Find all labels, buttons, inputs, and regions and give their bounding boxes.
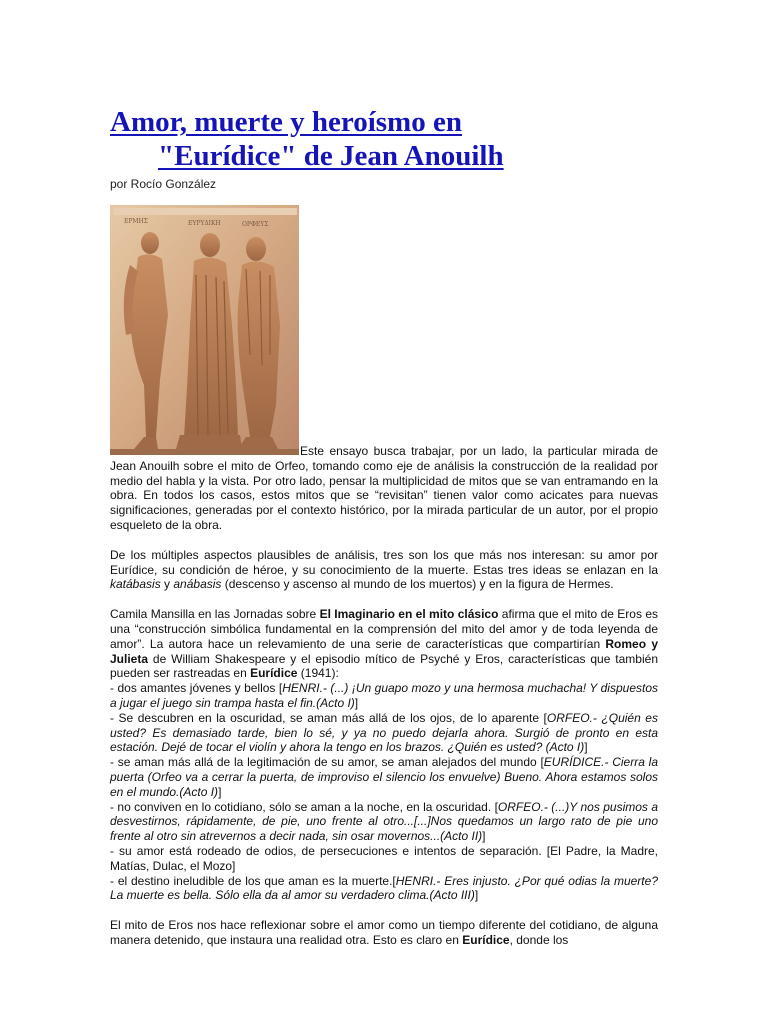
list-item: - su amor está rodeado de odios, de persecuciones e intentos de separación. [El Padre, la Madre, Matías, Dulac, el Mozo]	[110, 843, 658, 873]
paragraph-aspects: De los múltiples aspectos plausibles de análisis, tres son los que más nos interesan: su amor por Eurídice, su condición de héroe, y su conocimiento de la muerte. Estas tres ideas se enlazan en la katábasis y anábasis (descenso y ascenso al mundo de los muertos) y en la figura de Hermes.	[110, 547, 658, 592]
list-item: - dos amantes jóvenes y bellos [HENRI.- (...) ¡Un guapo mozo y una hermosa muchacha! Y dispuestos a jugar el juego sin trampa hasta el fin.(Acto I)]	[110, 681, 659, 710]
article-title-line-1[interactable]: Amor, muerte y heroísmo en	[110, 106, 462, 138]
slab-top-edge	[114, 208, 297, 215]
relief-illustration	[110, 205, 299, 455]
article-body	[110, 444, 658, 963]
title-imaginario: El Imaginario en el mito clásico	[319, 607, 499, 622]
inscription-2: ΕΥΡΥΔΙΚΗ	[188, 220, 221, 227]
inscription-1: ΕΡΜΗΣ	[124, 218, 149, 225]
article-title[interactable]	[110, 105, 670, 173]
relief-image	[110, 205, 299, 455]
paragraph-mansilla: Camila Mansilla en las Jornadas sobre El Imaginario en el mito clásico afirma que el mito de Eros es una “construcción simbólica fundamental en la comprensión del mito del amor y de toda leyenda de amor”. La autora hace un relevamiento de una serie de características que compartirían Romeo y Julieta de William Shakespeare y el episodio mítico de Psyché y Eros, características que también pueden ser rastreadas en Eurídice (1941):	[110, 607, 659, 681]
article-title-line-2[interactable]: "Eurídice" de Jean Anouilh	[158, 140, 504, 172]
inscription-3: ΟΡΦΕΥΣ	[242, 221, 269, 228]
paragraph-eros: El mito de Eros nos hace reflexionar sobre el amor como un tiempo diferente del cotidiano, de alguna manera detenido, que instaura una realidad otra. Esto es claro en Eurídice, donde los	[110, 918, 658, 947]
title-euridice: Eurídice	[250, 666, 298, 681]
list-item: - se aman más allá de la legitimación de su amor, se aman alejados del mundo [EURÍDICE.- Cierra la puerta (Orfeo va a cerrar la puerta, de improviso el silencio los envuelve) Bueno. Ahora estamos solos en el mundo.(Acto I)]	[110, 755, 658, 799]
list-item: - no conviven en lo cotidiano, sólo se aman a la noche, en la oscuridad. [ORFEO.- (...)Y nos pusimos a desvestirnos, rápidamente, de pie, uno frente al otro...[...]Nos quedamos un largo rato de pie uno frente al otro sin atrevernos a decir nada, sin osar movernos...(Acto II)]	[110, 799, 658, 844]
characteristics-list	[110, 681, 658, 903]
title-romeo-julieta: Romeo y Julieta	[110, 636, 659, 666]
list-item: - el destino ineludible de los que aman es la muerte.[HENRI.- Eres injusto. ¿Por qué odias la muerte? La muerte es bella. Sólo ella da al amor su verdadero clima.(Acto III)]	[110, 873, 658, 903]
title-euridice-2: Eurídice	[462, 932, 510, 947]
byline: por Rocío González	[110, 177, 217, 191]
list-item: - Se descubren en la oscuridad, se aman más allá de los ojos, de lo aparente [ORFEO.- ¿Quién es usted? Es demasiado tarde, bien lo sé, y ya no puedo dejarla ahora. Surgió de pronto en esta estación. Dejé de tocar el violín y ahora la tengo en los brazos. ¿Quién es usted? (Acto I)]	[110, 710, 658, 755]
term-anabasis: anábasis	[173, 577, 222, 592]
paragraph-intro: Este ensayo busca trabajar, por un lado, la particular mirada de Jean Anouilh sobre el mito de Orfeo, tomando como eje de análisis la construcción de la realidad por medio del habla y la vista. Por otro lado, pensar la multiplicidad de mitos que se van entramando en la obra. En todos los casos, estos mitos que se “revisitan” tienen valor como acicates para nuevas significaciones, generadas por el contexto histórico, por la mirada particular de un autor, por el propio esqueleto de la obra.	[110, 444, 658, 532]
term-katabasis: katábasis	[110, 577, 161, 592]
